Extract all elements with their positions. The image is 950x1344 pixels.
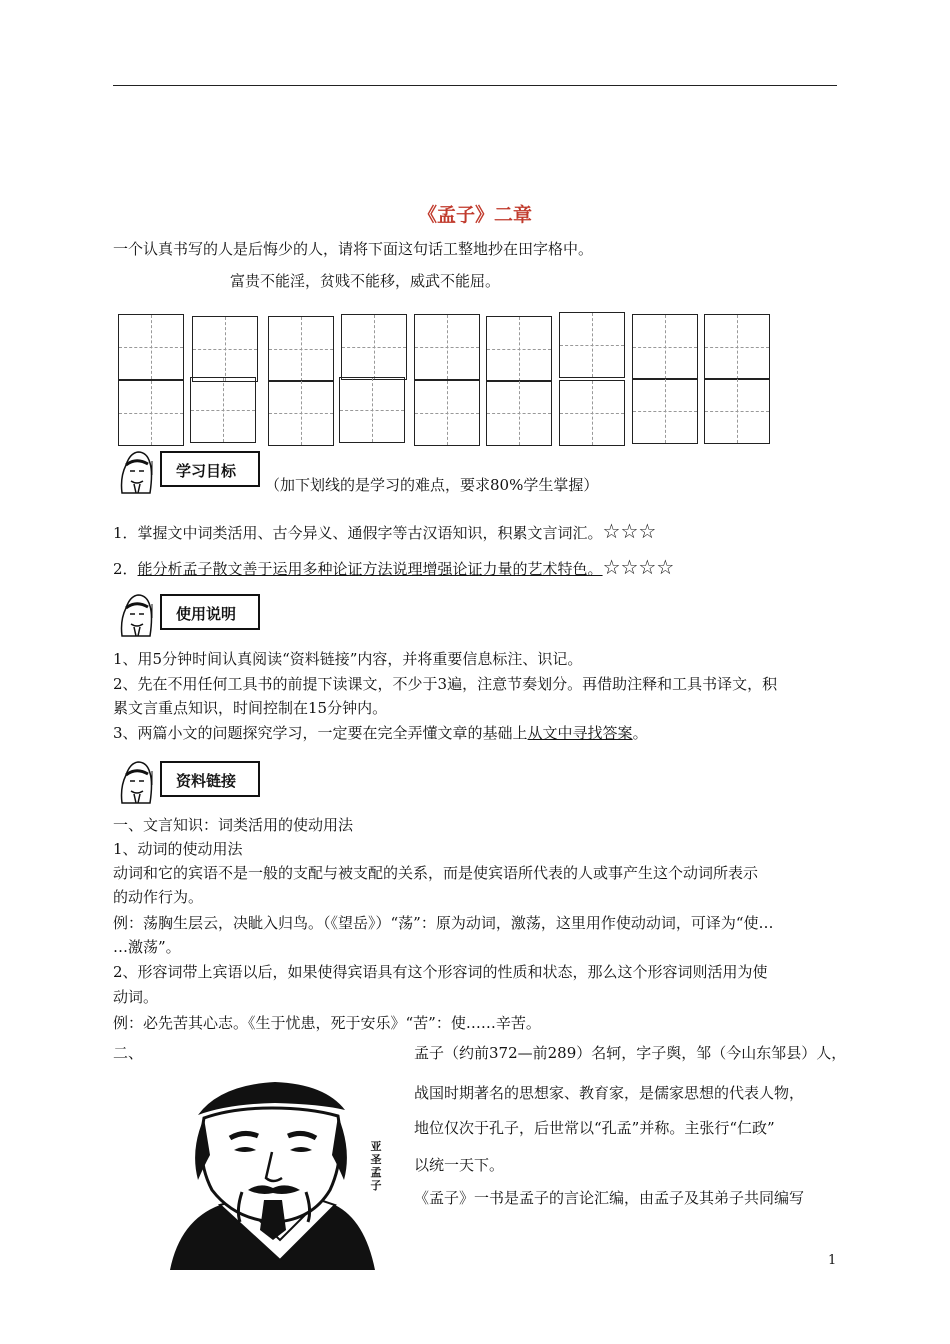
usage-line-3-suffix: 。 [632,724,648,742]
usage-line-2a: 2、先在不用任何工具书的前提下读课文，不少于3遍，注意节奏划分。再借助注释和工具书译文，积 [113,675,778,693]
section-heading-materials: 资料链接 [160,761,260,797]
usage-line-1: 1、用5分钟时间认真阅读“资料链接”内容，并将重要信息标注、识记。 [113,650,583,668]
star-rating-icon: ☆☆☆ [602,519,657,543]
materials-line: 2、形容词带上宾语以后，如果使得宾语具有这个形容词的性质和状态，那么这个形容词则活用为使 [113,963,768,981]
page-title: 《孟子》二章 [417,204,532,226]
header-rule [113,85,837,86]
bio-line: 地位仅次于孔子，后世常以“孔孟”并称。主张行“仁政” [414,1119,775,1137]
materials-line: …激荡”。 [113,938,181,956]
grid-cell[interactable] [704,378,770,444]
section-heading-goals: 学习目标 [160,451,260,487]
grid-cell[interactable] [268,380,334,446]
grid-cell[interactable] [339,377,405,443]
materials-line: 1、动词的使动用法 [113,840,243,858]
grid-cell[interactable] [192,316,258,382]
materials-line: 一、文言知识：词类活用的使动用法 [113,816,354,834]
copy-sentence: 富贵不能淫，贫贱不能移，威武不能屈。 [230,272,501,290]
bio-line: 《孟子》一书是孟子的言论汇编，由孟子及其弟子共同编写 [414,1189,805,1207]
materials-line: 例：必先苦其心志。《生于忧患，死于安乐》“苦”：使……辛苦。 [113,1014,541,1032]
bio-line: 战国时期著名的思想家、教育家，是儒家思想的代表人物， [414,1084,805,1102]
grid-cell[interactable] [486,316,552,382]
grid-cell[interactable] [268,316,334,382]
goal-item-1 [113,520,656,544]
bio-line: 孟子（约前372—前289）名轲，字子舆，邹（今山东邹县）人， [414,1044,847,1062]
grid-cell[interactable] [190,377,256,443]
grid-cell[interactable] [414,380,480,446]
grid-cell[interactable] [414,314,480,380]
grid-cell[interactable] [559,380,625,446]
page-number: 1 [828,1253,837,1268]
intro-text: 一个认真书写的人是后悔少的人，请将下面这句话工整地抄在田字格中。 [113,240,594,258]
materials-line: 的动作行为。 [113,888,204,906]
materials-line: 动词。 [113,988,159,1006]
goals-note: （加下划线的是学习的难点，要求80%学生掌握） [265,476,599,494]
goal-item-1-text: 1．掌握文中词类活用、古今异义、通假字等古汉语知识，积累文言词汇。 [113,524,603,542]
materials-line: 动词和它的宾语不是一般的支配与被支配的关系，而是使宾语所代表的人或事产生这个动词所表示 [113,864,759,882]
mencius-portrait-image [160,1070,390,1270]
section-heading-usage: 使用说明 [160,594,260,630]
usage-line-2b: 累文言重点知识，时间控制在15分钟内。 [113,699,388,717]
mencius-portrait-icon [116,590,156,640]
star-rating-icon: ☆☆☆☆ [602,555,675,579]
grid-cell[interactable] [632,378,698,444]
portrait-seal-label: 亚圣孟子 [370,1140,382,1192]
grid-cell[interactable] [559,312,625,378]
bio-line: 以统一天下。 [414,1156,505,1174]
mencius-portrait-icon [116,447,156,497]
grid-cell[interactable] [341,314,407,380]
grid-cell[interactable] [118,380,184,446]
goal-item-2-text: 能分析孟子散文善于运用多种论证方法说理增强论证力量的艺术特色。 [137,560,603,578]
materials-line: 例：荡胸生层云，决眦入归鸟。（《望岳》）“荡”：原为动词，激荡，这里用作使动动词，可译为“使… [113,914,774,932]
usage-line-3-prefix: 3、两篇小文的问题探究学习，一定要在完全弄懂文章的基础上 [113,724,528,742]
grid-cell[interactable] [704,314,770,380]
grid-cell[interactable] [632,314,698,380]
goal-item-2 [113,556,674,580]
writing-grid [118,312,778,448]
goal-item-2-prefix: 2． [113,560,138,578]
grid-cell[interactable] [486,380,552,446]
grid-cell[interactable] [118,314,184,380]
usage-line-3-underlined: 从文中寻找答案 [527,724,633,742]
mencius-portrait-icon [116,757,156,807]
materials-line: 二、 [113,1044,144,1062]
usage-line-3 [113,722,648,744]
